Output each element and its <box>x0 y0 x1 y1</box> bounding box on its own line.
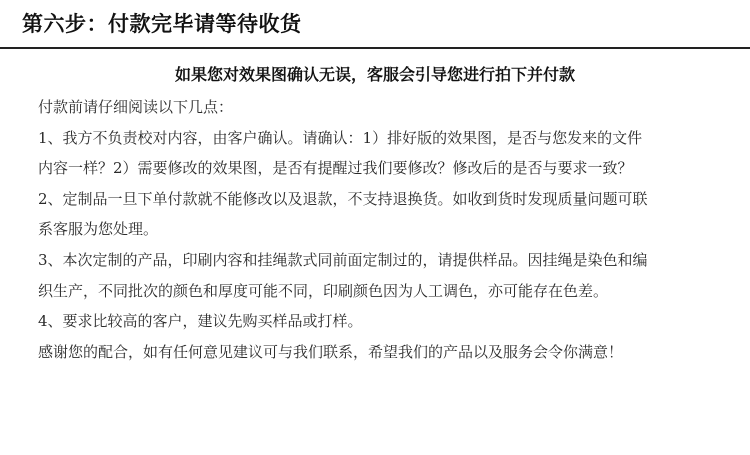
step-title: 第六步：付款完毕请等待收货 <box>22 12 302 36</box>
notice-item-1-line-1: 1、我方不负责校对内容，由客户确认。请确认：1）排好版的效果图，是否与您发来的文件 <box>38 128 643 147</box>
header-divider <box>0 47 750 49</box>
notice-item-2-line-1: 2、定制品一旦下单付款就不能修改以及退款，不支持退换货。如收到货时发现质量问题可联 <box>38 189 648 208</box>
confirmation-subtitle: 如果您对效果图确认无误，客服会引导您进行拍下并付款 <box>174 65 575 84</box>
notice-item-1-line-2: 内容一样？2）需要修改的效果图，是否有提醒过我们要修改？修改后的是否与要求一致？ <box>38 159 633 178</box>
notice-item-3-line-1: 3、本次定制的产品，印刷内容和挂绳款式同前面定制过的，请提供样品。因挂绳是染色和编 <box>38 250 648 269</box>
notice-item-2-line-2: 系客服为您处理。 <box>38 220 159 239</box>
notice-item-4-line-1: 4、要求比较高的客户，建议先购买样品或打样。 <box>38 312 363 331</box>
notice-content <box>38 92 738 367</box>
notice-item-3-line-2: 织生产，不同批次的颜色和厚度可能不同，印刷颜色因为人工调色，亦可能存在色差。 <box>38 281 609 300</box>
step-header <box>0 0 750 52</box>
closing-thanks: 感谢您的配合，如有任何意见建议可与我们联系，希望我们的产品以及服务会令你满意！ <box>38 342 624 361</box>
notice-intro: 付款前请仔细阅读以下几点： <box>38 98 234 116</box>
